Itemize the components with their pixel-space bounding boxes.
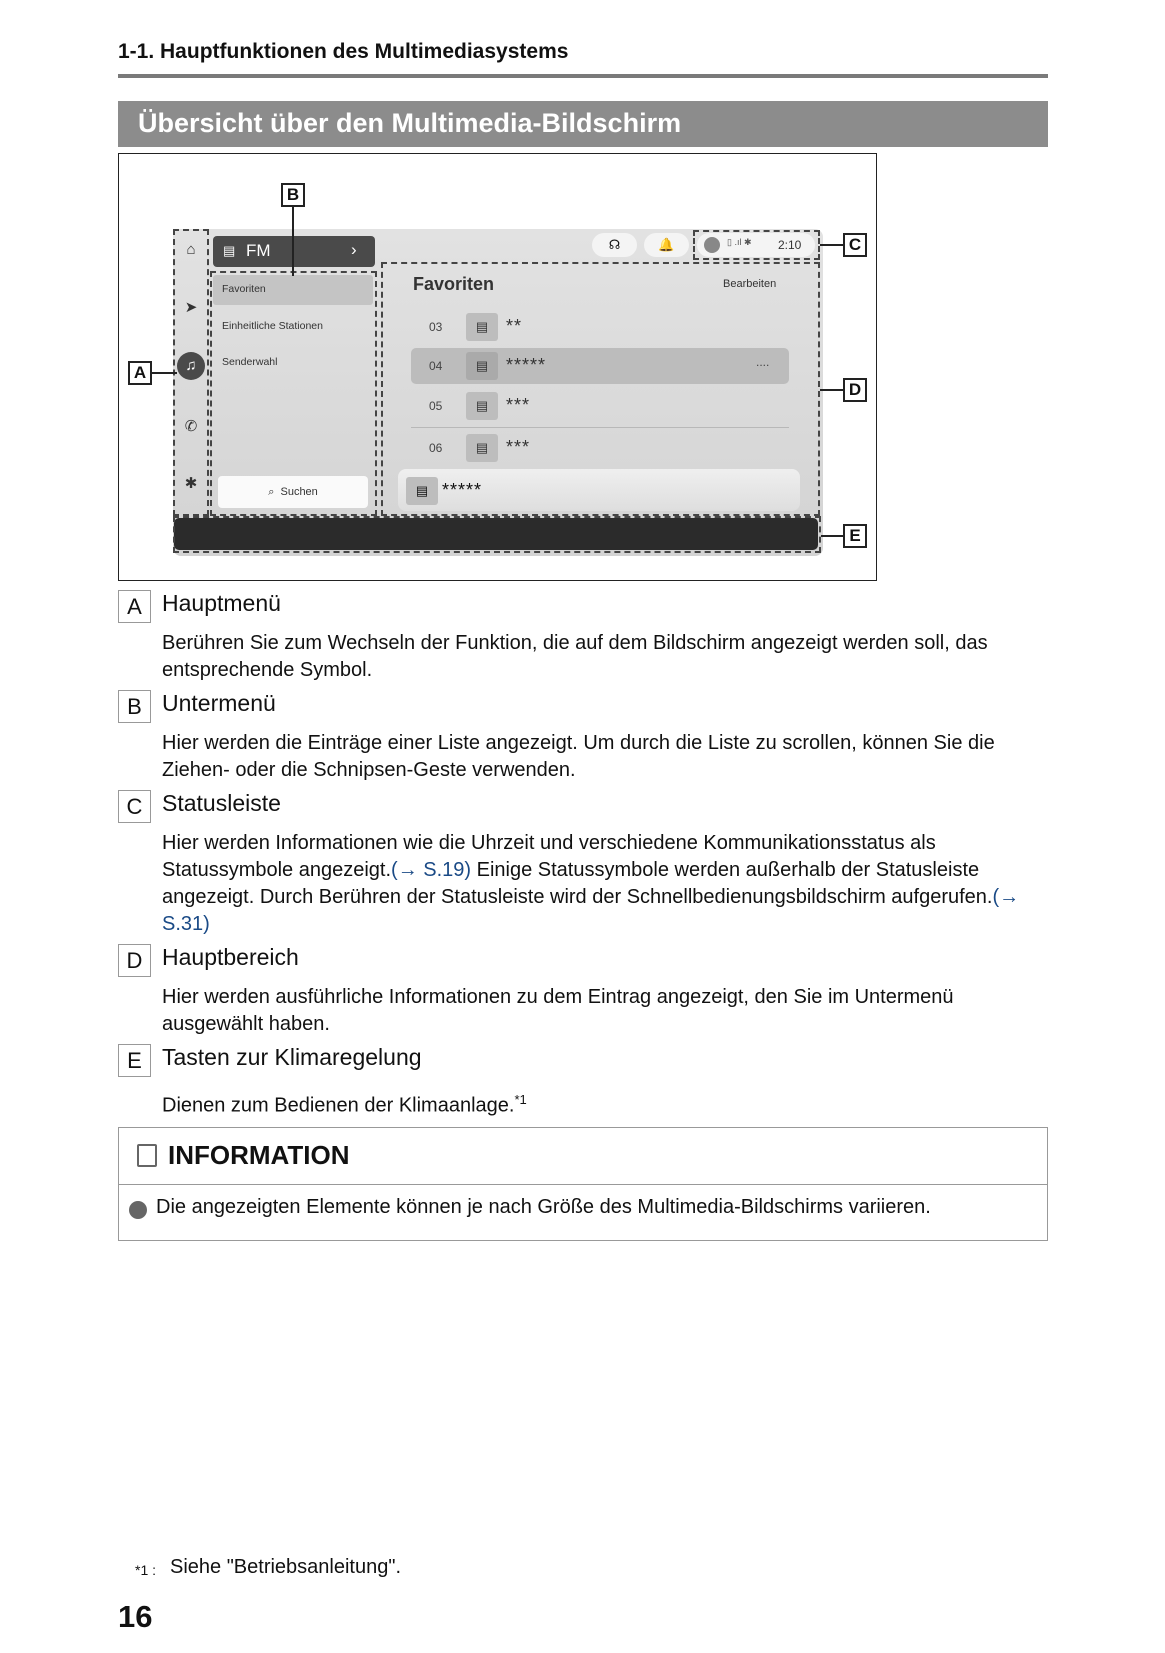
chapter-rule (118, 74, 1048, 78)
section-title-bar (118, 101, 1048, 147)
callout-a: A (128, 361, 152, 385)
footnote-text: Siehe "Betriebsanleitung". (170, 1556, 402, 1578)
callout-line (292, 207, 294, 276)
bullet-icon (129, 1201, 147, 1219)
radio-icon: ▤ (466, 434, 498, 462)
callout-b: B (281, 183, 305, 207)
legend-title: Hauptmenü (162, 590, 281, 616)
legend-text: Hier werden ausführliche Informationen zu dem Eintrag angezeigt, den Sie im Untermenü ausgewählt haben. (162, 986, 954, 1035)
legend-text (162, 1086, 1048, 1120)
legend-letter: D (118, 944, 151, 977)
favorite-name: ** (506, 316, 523, 336)
callout-line (821, 535, 843, 537)
search-icon: ⌕ (268, 486, 275, 498)
callout-line (820, 389, 843, 391)
outline-b (210, 271, 377, 516)
favorite-number: 03 (429, 320, 443, 334)
legend-letter: C (118, 790, 151, 823)
main-title: Favoriten (413, 274, 495, 294)
section-title: Übersicht über den Multimedia-Bildschirm (138, 108, 682, 138)
favorite-name: ***** (506, 355, 547, 375)
information-box (118, 1127, 1048, 1241)
outline-d (381, 262, 820, 516)
radio-icon: ▤ (406, 477, 438, 505)
favorite-number: 04 (429, 359, 443, 373)
bell-icon[interactable]: 🔔 (644, 233, 689, 257)
status-time: 2:10 (778, 238, 802, 252)
voice-mute-icon[interactable]: ☊ (592, 233, 637, 257)
book-icon (137, 1144, 157, 1167)
information-divider (119, 1184, 1047, 1185)
submenu-item-favoriten[interactable]: Favoriten (222, 283, 266, 295)
page-number: 16 (118, 1599, 153, 1634)
favorite-number: 06 (429, 441, 443, 455)
callout-line (820, 244, 843, 246)
now-playing-name: ***** (442, 480, 483, 500)
source-label: FM (246, 241, 271, 260)
source-selector[interactable] (213, 236, 375, 267)
radio-icon: ▤ (223, 243, 236, 258)
callout-line (152, 372, 177, 374)
chapter-heading: 1-1. Hauptfunktionen des Multimediasystems (118, 40, 569, 63)
radio-icon: ▤ (466, 313, 498, 341)
callout-d: D (843, 378, 867, 402)
outline-e (173, 516, 821, 553)
phone-icon[interactable]: ✆ (184, 418, 198, 435)
gear-icon[interactable]: ✱ (184, 475, 198, 492)
home-icon[interactable]: ⌂ (186, 241, 196, 258)
legend-text-part: Hier werden Informationen wie die Uhrzeit und verschiedene Kommunikationsstatus als Statussymbole angezeigt. (162, 832, 936, 881)
outline-a (173, 229, 209, 516)
footnote-ref: *1 (514, 1092, 527, 1107)
radio-icon: ▤ (466, 392, 498, 420)
page-reference-link[interactable]: (→ S.19) (391, 859, 472, 881)
legend-text (162, 830, 1048, 938)
favorite-extra: .... (756, 355, 770, 369)
radio-icon: ▤ (466, 352, 498, 380)
navigation-arrow-icon[interactable]: ➤ (184, 299, 198, 316)
information-heading: INFORMATION (168, 1140, 350, 1170)
favorite-name: *** (506, 395, 531, 415)
legend-letter: B (118, 690, 151, 723)
favorite-number: 05 (429, 399, 443, 413)
edit-button[interactable]: Bearbeiten (723, 278, 777, 290)
legend-title: Hauptbereich (162, 944, 299, 970)
footnote-mark: *1 : (135, 1562, 157, 1578)
legend-text-part: Dienen zum Bedienen der Klimaanlage. (162, 1094, 515, 1117)
legend-title: Untermenü (162, 690, 276, 716)
music-note-icon[interactable]: ♫ (177, 352, 205, 380)
callout-e: E (843, 524, 867, 548)
legend-text-part: Einige Statussymbole werden außerhalb der Statusleiste angezeigt. Durch Berühren der Statusleiste wird der Schnellbedienungsbildschirm aufgerufen. (162, 859, 993, 908)
page-reference-link[interactable]: (→ S.31) (162, 886, 1020, 935)
outline-c (693, 230, 820, 260)
signal-bluetooth-icons: ▯ .ıl ✱ (727, 237, 752, 247)
legend-text: Berühren Sie zum Wechseln der Funktion, die auf dem Bildschirm angezeigt werden soll, das entsprechende Symbol. (162, 632, 988, 681)
submenu-item-stationen[interactable]: Einheitliche Stationen (222, 320, 323, 332)
chevron-right-icon: › (351, 240, 357, 259)
legend-letter: A (118, 590, 151, 623)
search-label: Suchen (280, 486, 318, 498)
legend-title: Statusleiste (162, 790, 281, 816)
submenu-item-senderwahl[interactable]: Senderwahl (222, 356, 278, 368)
legend-title: Tasten zur Klimaregelung (162, 1044, 422, 1070)
legend-letter: E (118, 1044, 151, 1077)
information-text: Die angezeigten Elemente können je nach Größe des Multimedia-Bildschirms variieren. (156, 1196, 931, 1218)
callout-c: C (843, 233, 867, 257)
favorite-name: *** (506, 437, 531, 457)
legend-text: Hier werden die Einträge einer Liste angezeigt. Um durch die Liste zu scrollen, können Sie die Ziehen- oder die Schnipsen-Geste verwenden. (162, 732, 995, 781)
